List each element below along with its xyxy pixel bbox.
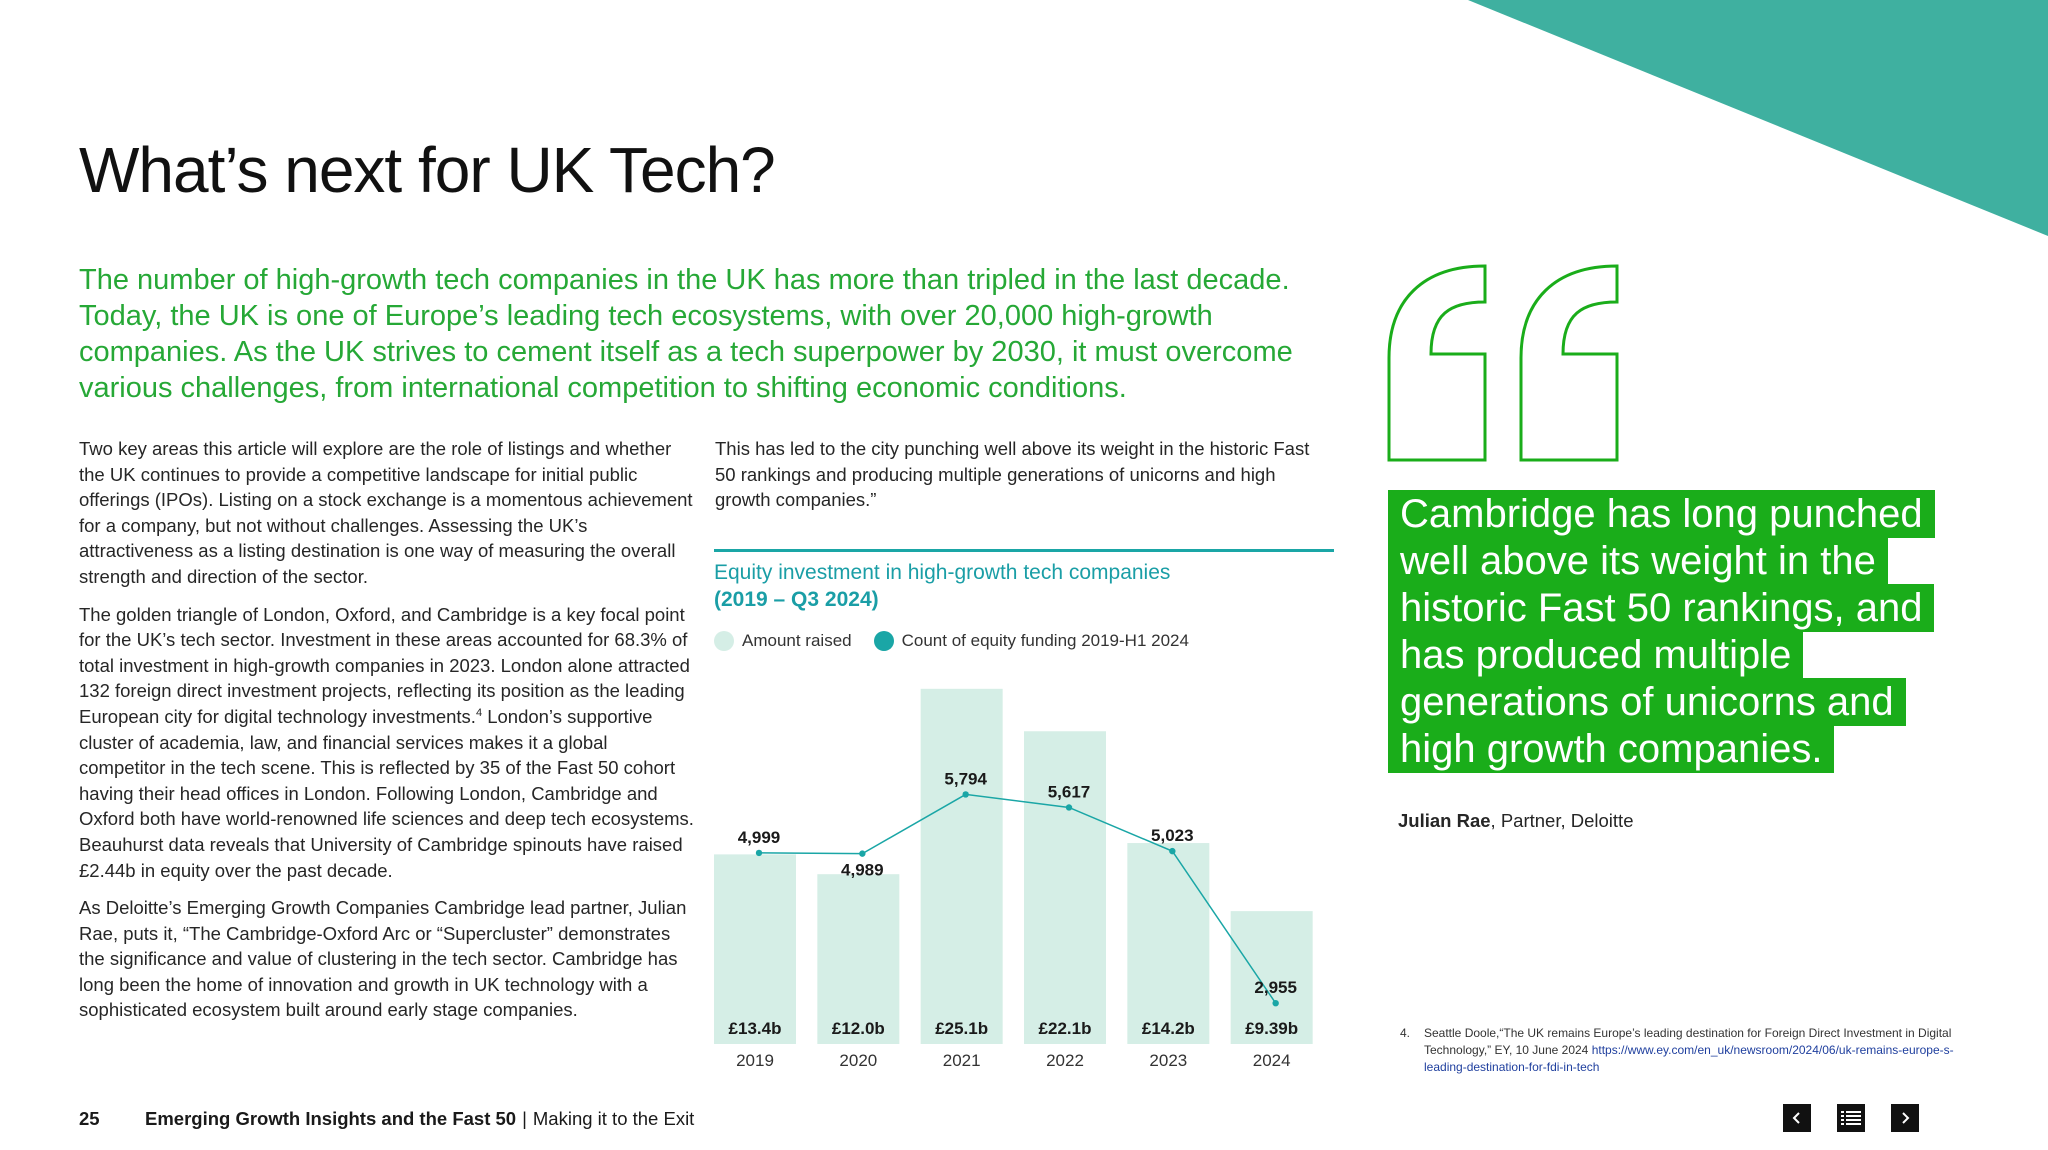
body-column-left	[79, 436, 699, 1035]
line-value-label: 4,989	[841, 860, 884, 880]
footnote-link[interactable]: https://www.ey.com/en_uk/newsroom/2024/06/uk-remains-europe-s-leading-destination-for-fdi-in-tech	[1424, 1043, 1954, 1074]
quote-author-role: , Partner, Deloitte	[1490, 810, 1634, 831]
chart-bar	[714, 854, 796, 1044]
x-tick-label: 2021	[942, 1051, 981, 1070]
chart-legend	[714, 631, 1211, 651]
chart-bar	[1024, 731, 1106, 1044]
line-point	[756, 850, 762, 856]
chart-plot	[714, 669, 1334, 1079]
line-point	[859, 850, 865, 856]
page-number: 25	[79, 1108, 100, 1129]
pull-quote-text: Cambridge has long punched well above its weight in the historic Fast 50 rankings, and has produced multiple generations of unicorns and high growth companies.	[1388, 490, 1935, 773]
page-title: What’s next for UK Tech?	[79, 134, 775, 206]
footnote	[1400, 1025, 1970, 1076]
legend-swatch-amount	[714, 631, 734, 651]
legend-item-count	[874, 631, 1189, 651]
bar-value-label: £22.1b	[1038, 1019, 1092, 1038]
footer-separator: |	[522, 1108, 527, 1129]
footnote-number: 4.	[1400, 1026, 1411, 1040]
line-value-label: 5,023	[1151, 826, 1194, 846]
legend-item-amount	[714, 631, 852, 651]
page-footer	[79, 1108, 694, 1130]
chevron-right-icon	[1898, 1111, 1912, 1125]
footnote-ref[interactable]: 4	[475, 706, 483, 719]
line-value-label: 5,617	[1047, 782, 1091, 802]
x-tick-label: 2024	[1252, 1051, 1291, 1070]
chart-bar	[1127, 843, 1209, 1044]
list-icon	[1841, 1110, 1861, 1126]
body-paragraph: Two key areas this article will explore are the role of listings and whether the UK continues to provide a competitive landscape for initial public offerings (IPOs). Listing on a stock exchange is a momentous achievement for a company, but not without challenges. Assessing the UK’s attractiveness as a listing destination is one way of measuring the overall strength and direction of the sector.	[79, 438, 693, 587]
bar-value-label: £14.2b	[1141, 1019, 1195, 1038]
next-page-button[interactable]	[1891, 1104, 1919, 1132]
quotation-mark-icon	[1385, 262, 1625, 464]
body-paragraph: As Deloitte’s Emerging Growth Companies Cambridge lead partner, Julian Rae, puts it, “The Cambridge-Oxford Arc or “Supercluster” demonstrates the significance and value of clustering in the tech sector. Cambridge has long been the home of innovation and growth in UK technology with a sophisticated ecosystem built around early stage companies.	[79, 897, 687, 1021]
intro-paragraph: The number of high-growth tech companies in the UK has more than tripled in the last decade. Today, the UK is one of Europe’s leading tech ecosystems, with over 20,000 high-growth companies. As the UK strives to cement itself as a tech superpower by 2030, it must overcome various challenges, from international competition to shifting economic conditions.	[79, 264, 1293, 404]
legend-swatch-count	[874, 631, 894, 651]
chart-title-block	[714, 559, 1334, 613]
chart-subtitle: (2019 – Q3 2024)	[714, 588, 879, 611]
x-tick-label: 2019	[736, 1051, 774, 1070]
line-point	[1272, 1000, 1278, 1006]
footnote-text: Seattle Doole,“The UK remains Europe’s leading destination for Foreign Direct Investment in Digital Technology,” EY, 10 June 2024	[1424, 1026, 1952, 1057]
legend-label-count: Count of equity funding 2019-H1 2024	[901, 631, 1189, 650]
bar-value-label: £13.4b	[728, 1019, 782, 1038]
chart-title: Equity investment in high-growth tech companies	[714, 561, 1171, 584]
report-name: Emerging Growth Insights and the Fast 50	[145, 1108, 517, 1129]
line-value-label: 5,794	[944, 769, 987, 789]
chart-bar	[921, 689, 1003, 1044]
x-tick-label: 2023	[1149, 1051, 1188, 1070]
bar-value-label: £9.39b	[1245, 1019, 1299, 1038]
footnote-body	[1424, 1025, 1970, 1076]
body-paragraph: This has led to the city punching well above its weight in the historic Fast 50 rankings and producing multiple generations of unicorns and high growth companies.”	[715, 438, 1310, 511]
line-value-label: 4,999	[737, 827, 781, 847]
x-tick-label: 2020	[839, 1051, 878, 1070]
line-value-label: 2,955	[1254, 978, 1297, 998]
line-point	[1066, 804, 1072, 810]
chart-top-rule	[714, 549, 1334, 552]
previous-page-button[interactable]	[1783, 1104, 1811, 1132]
equity-investment-chart	[714, 549, 1334, 1079]
body-paragraph: The golden triangle of London, Oxford, and Cambridge is a key focal point for the UK’s tech sector. Investment in these areas accounted for 68.3% of total investment in high-growth companies in 2023. London alone attracted 132 foreign direct investment projects, reflecting its position as the leading European city for digital technology investments.$^4$ London’s supportive cluster of academia, law, and financial services makes it a global competitor in the tech scene. This is reflected by 35 of the Fast 50 cohort having their head offices in London. Following London, Cambridge and Oxford both have world-renowned life sciences and deep tech ecosystems. Beauhurst data reveals that University of Cambridge spinouts have raised £2.44b in equity over the past decade.	[79, 603, 694, 881]
quote-author-name: Julian Rae	[1398, 810, 1491, 831]
line-point	[1169, 848, 1175, 854]
line-point	[962, 791, 968, 797]
body-column-right	[715, 436, 1335, 525]
contents-button[interactable]	[1837, 1104, 1865, 1132]
bar-value-label: £25.1b	[935, 1019, 989, 1038]
legend-label-amount: Amount raised	[742, 631, 852, 650]
bar-value-label: £12.0b	[831, 1019, 885, 1038]
quote-attribution	[1398, 810, 1633, 832]
x-tick-label: 2022	[1046, 1051, 1084, 1070]
pull-quote	[1388, 491, 1948, 773]
chevron-left-icon	[1790, 1111, 1804, 1125]
section-name: Making it to the Exit	[532, 1108, 695, 1129]
